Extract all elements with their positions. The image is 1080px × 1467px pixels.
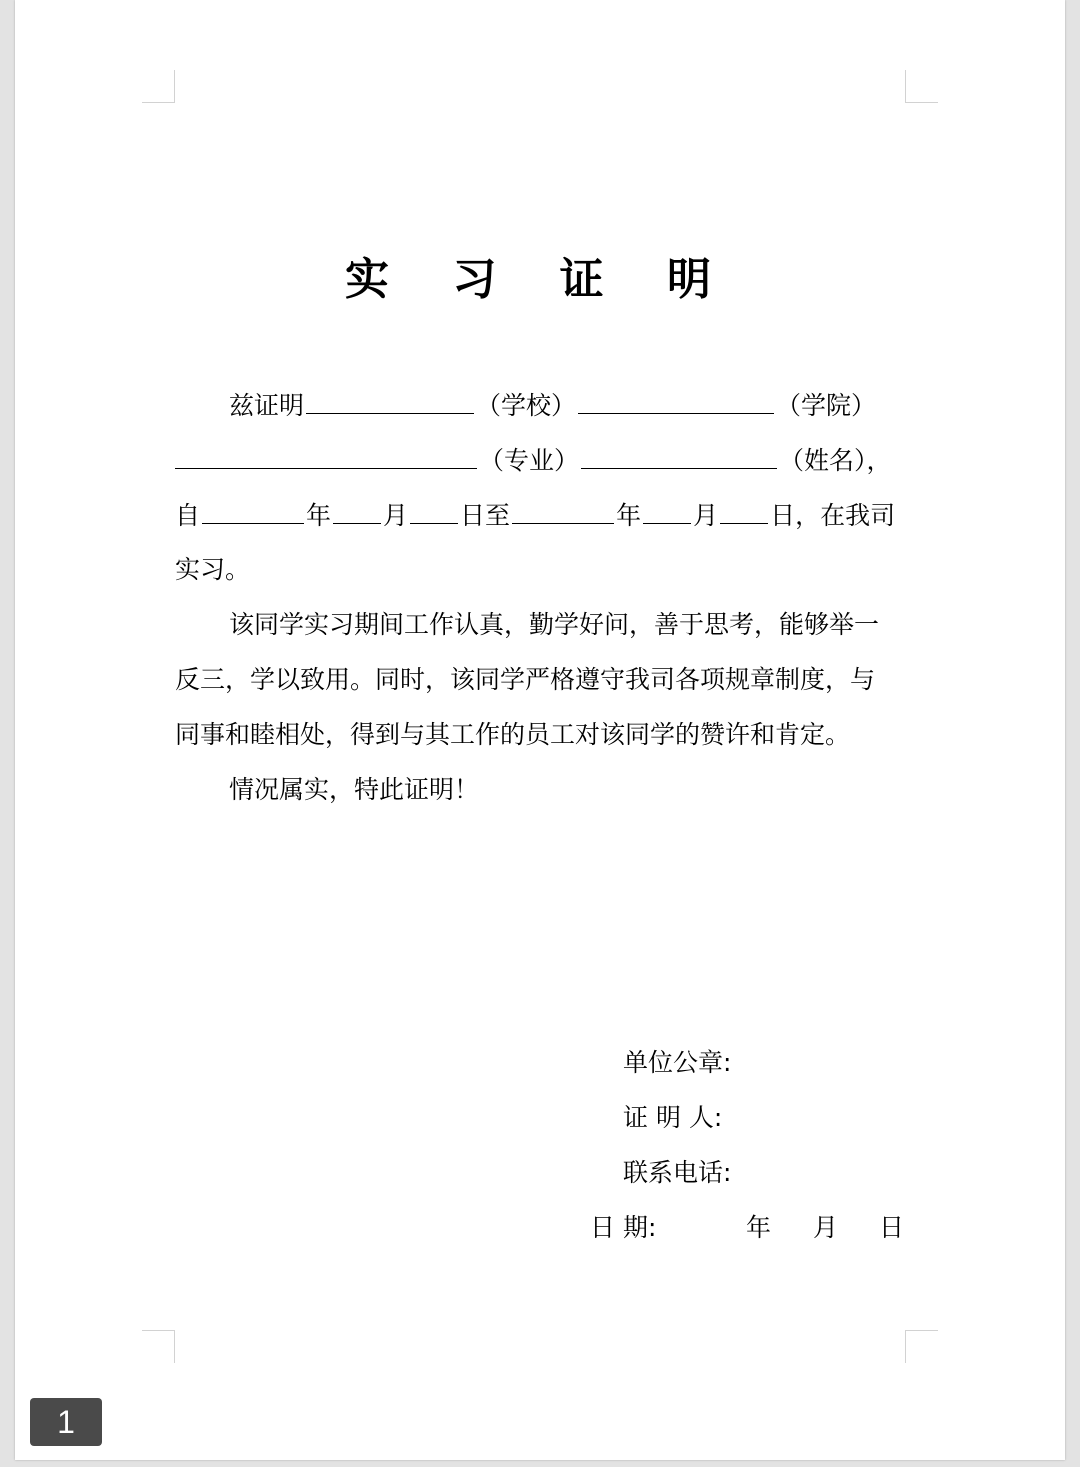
end-year-label: 年 — [616, 501, 642, 530]
start-year-label: 年 — [306, 501, 332, 530]
closing-statement: 情况属实，特此证明！ — [229, 775, 480, 804]
start-month-label: 月 — [383, 501, 409, 530]
evaluation-line-2: 反三，学以致用。同时，该同学严格遵守我司各项规章制度，与 — [175, 665, 876, 694]
date-month-label: 月 — [813, 1213, 839, 1242]
major-label: （专业） — [479, 446, 580, 475]
end-year-blank — [512, 495, 614, 524]
day-to-label: 日至 — [460, 501, 511, 530]
seal-label: 单位公章: — [623, 1048, 732, 1077]
body-line-1 — [175, 385, 915, 425]
major-blank — [175, 440, 477, 469]
document-title: 实 习 证 明 — [345, 254, 735, 305]
evaluation-line-3: 同事和睦相处，得到与其工作的员工对该同学的赞许和肯定。 — [175, 720, 851, 749]
evaluation-line-1: 该同学实习期间工作认真，勤学好问，善于思考，能够举一 — [229, 610, 880, 639]
date-year-label: 年 — [746, 1213, 772, 1242]
end-day-blank — [720, 495, 768, 524]
body-line-2 — [175, 440, 915, 480]
end-month-blank — [643, 495, 691, 524]
corner-mark-top-left — [142, 70, 175, 103]
name-blank — [581, 440, 777, 469]
certifier-label: 证 明 人: — [623, 1103, 723, 1132]
corner-mark-bottom-left — [142, 1330, 175, 1363]
date-day-label: 日 — [879, 1213, 905, 1242]
body-line-3 — [175, 495, 915, 535]
college-blank — [578, 385, 774, 414]
start-day-blank — [410, 495, 458, 524]
body-line-4: 实习。 — [175, 555, 251, 584]
end-month-label: 月 — [693, 501, 719, 530]
school-blank — [306, 385, 474, 414]
phone-label: 联系电话: — [623, 1158, 732, 1187]
page-number-indicator[interactable]: 1 — [30, 1398, 102, 1446]
date-label: 日 期: — [590, 1213, 657, 1242]
document-page — [15, 0, 1065, 1460]
name-label: （姓名）， — [779, 446, 892, 475]
start-year-blank — [202, 495, 304, 524]
certify-prefix: 兹证明 — [229, 391, 305, 420]
corner-mark-bottom-right — [905, 1330, 938, 1363]
school-label: （学校） — [476, 391, 577, 420]
company-suffix: 日，在我司 — [770, 501, 896, 530]
corner-mark-top-right — [905, 70, 938, 103]
start-month-blank — [333, 495, 381, 524]
from-label: 自 — [175, 501, 201, 530]
college-label: （学院） — [776, 391, 877, 420]
